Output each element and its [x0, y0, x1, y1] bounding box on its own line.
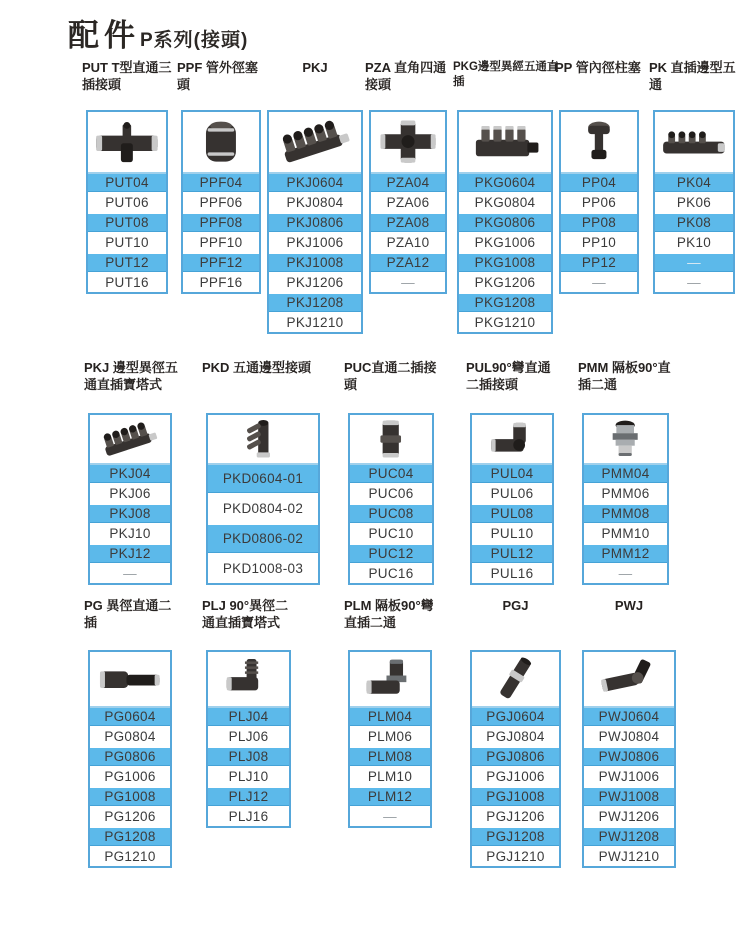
model-cell: PWJ1006	[584, 768, 674, 788]
product-row-1	[0, 60, 750, 334]
product-card-ppf	[177, 60, 261, 294]
product-table	[88, 413, 172, 585]
model-cell-empty: —	[655, 254, 733, 274]
model-cell: PUC04	[350, 465, 432, 485]
product-card-pk	[649, 60, 736, 294]
model-cell: PMM04	[584, 465, 667, 485]
model-cell: PPF12	[183, 254, 259, 274]
elbow-union-icon	[472, 415, 552, 465]
product-card-pkj	[84, 360, 178, 585]
model-cell-empty: —	[655, 274, 733, 292]
product-table	[582, 413, 669, 585]
model-cell: PWJ1208	[584, 828, 674, 848]
product-header: PK 直插邊型五通	[649, 60, 736, 92]
model-cell: PKG0804	[459, 194, 551, 214]
product-header: PWJ	[614, 598, 644, 613]
product-header: PUC直通二插接頭	[344, 360, 437, 392]
model-cell: PP06	[561, 194, 637, 214]
product-header: PP 管內徑柱塞	[555, 60, 641, 75]
model-cell: PZA12	[371, 254, 445, 274]
model-cell: PK08	[655, 214, 733, 234]
product-card-pkj	[267, 60, 363, 334]
model-cell: PZA04	[371, 174, 445, 194]
product-header: PG 異徑直通二插	[84, 598, 172, 630]
bulkhead-union-icon	[584, 415, 667, 465]
product-table	[348, 650, 432, 828]
product-table	[181, 110, 261, 294]
product-header: PZA 直角四通接頭	[365, 60, 447, 92]
model-cell: PUT16	[88, 274, 166, 292]
model-cell: PPF08	[183, 214, 259, 234]
model-cell: PUT06	[88, 194, 166, 214]
product-table	[470, 650, 561, 868]
product-card-pul	[466, 360, 554, 585]
product-table	[653, 110, 735, 294]
product-card-pgj	[470, 598, 561, 868]
model-cell: PGJ0804	[472, 728, 559, 748]
model-cell: PKJ0604	[269, 174, 361, 194]
model-cell: PUC12	[350, 545, 432, 565]
product-card-plm	[344, 598, 434, 828]
model-cell: PLJ10	[208, 768, 289, 788]
product-header: PUT T型直通三插接頭	[82, 60, 172, 92]
model-cell: PK10	[655, 234, 733, 254]
model-cell: PG0804	[90, 728, 170, 748]
model-cell: PUT08	[88, 214, 166, 234]
plug-in-wye-icon	[584, 652, 674, 708]
model-cell: PMM06	[584, 485, 667, 505]
model-cell: PUC10	[350, 525, 432, 545]
model-cell: PLM12	[350, 788, 430, 808]
product-header: PUL90°彎直通二插接頭	[466, 360, 551, 392]
product-table	[470, 413, 554, 585]
product-header: PPF 管外徑塞頭	[177, 60, 258, 92]
model-cell: PP08	[561, 214, 637, 234]
model-cell: PKJ1208	[269, 294, 361, 314]
model-cell: PWJ0604	[584, 708, 674, 728]
model-cell: PUT10	[88, 234, 166, 254]
inner-plug-icon	[561, 112, 637, 174]
product-table	[86, 110, 168, 294]
product-card-puc	[344, 360, 437, 585]
product-table	[457, 110, 553, 334]
product-card-plj	[202, 598, 291, 828]
product-header: PKG邊型異經五通直插	[453, 61, 559, 88]
model-cell: PPF10	[183, 234, 259, 254]
reducer-union-icon	[90, 652, 170, 708]
model-cell-empty: —	[561, 274, 637, 292]
product-header: PKD 五通邊型接頭	[202, 360, 312, 375]
product-table	[582, 650, 676, 868]
product-header: PGJ	[502, 598, 529, 613]
model-cell: PWJ0804	[584, 728, 674, 748]
model-cell: PKG1206	[459, 274, 551, 294]
model-cell: PPF06	[183, 194, 259, 214]
manifold-5way-icon	[269, 112, 361, 174]
model-cell: PGJ1210	[472, 848, 559, 866]
model-cell: PUC06	[350, 485, 432, 505]
model-cell: PUL12	[472, 545, 552, 565]
model-cell: PZA06	[371, 194, 445, 214]
model-cell: PKG0604	[459, 174, 551, 194]
product-table	[267, 110, 363, 334]
model-cell: PUL06	[472, 485, 552, 505]
model-cell: PWJ1210	[584, 848, 674, 866]
model-cell: PGJ1006	[472, 768, 559, 788]
model-cell: PGJ0604	[472, 708, 559, 728]
model-cell: PKG1210	[459, 314, 551, 332]
model-cell: PMM08	[584, 505, 667, 525]
model-cell: PLJ04	[208, 708, 289, 728]
model-cell: PUC16	[350, 565, 432, 583]
product-table	[88, 650, 172, 868]
model-cell: PLM04	[350, 708, 430, 728]
product-table	[206, 413, 320, 585]
page-title-sub: P系列(接頭)	[140, 30, 249, 51]
model-cell: PMM12	[584, 545, 667, 565]
model-cell: PK06	[655, 194, 733, 214]
model-cell: PG1208	[90, 828, 170, 848]
page-title	[68, 10, 248, 55]
product-header: PLM 隔板90°彎直插二通	[344, 598, 434, 630]
model-cell: PKJ1206	[269, 274, 361, 294]
product-table	[369, 110, 447, 294]
product-header: PMM 隔板90°直插二通	[578, 360, 671, 392]
model-cell: PWJ1008	[584, 788, 674, 808]
product-card-pwj	[582, 598, 676, 868]
model-cell: PKG0806	[459, 214, 551, 234]
model-cell: PZA08	[371, 214, 445, 234]
model-cell: PUC08	[350, 505, 432, 525]
product-card-pg	[84, 598, 172, 868]
model-cell: PUT12	[88, 254, 166, 274]
model-cell: PUL04	[472, 465, 552, 485]
page-title-main: 配件	[68, 18, 140, 53]
model-cell: PMM10	[584, 525, 667, 545]
barb-elbow-icon	[208, 652, 289, 708]
product-table	[206, 650, 291, 828]
bulkhead-elbow-icon	[350, 652, 430, 708]
manifold-tower-icon	[208, 415, 318, 465]
model-cell: PKJ1210	[269, 314, 361, 332]
product-row-2	[0, 360, 750, 585]
product-table	[559, 110, 639, 294]
product-header: PKJ 邊型異徑五通直插寶塔式	[84, 360, 178, 392]
model-cell: PKJ0806	[269, 214, 361, 234]
model-cell: PUL08	[472, 505, 552, 525]
model-cell: PLJ08	[208, 748, 289, 768]
product-card-pkd	[202, 360, 320, 585]
model-cell: PKJ1006	[269, 234, 361, 254]
cross-4way-icon	[371, 112, 445, 174]
model-cell: PG0806	[90, 748, 170, 768]
model-cell: PKJ06	[90, 485, 170, 505]
model-cell: PP10	[561, 234, 637, 254]
model-cell: PPF16	[183, 274, 259, 292]
model-cell: PLJ06	[208, 728, 289, 748]
straight-union-icon	[350, 415, 432, 465]
model-cell-empty: —	[90, 565, 170, 583]
model-cell: PG1206	[90, 808, 170, 828]
model-cell: PLJ16	[208, 808, 289, 826]
model-cell-empty: —	[350, 808, 430, 826]
model-cell: PG1008	[90, 788, 170, 808]
product-header: PKJ	[302, 60, 328, 75]
model-cell: PKJ08	[90, 505, 170, 525]
model-cell: PWJ1206	[584, 808, 674, 828]
model-cell: PGJ1208	[472, 828, 559, 848]
model-cell: PLM10	[350, 768, 430, 788]
model-cell: PKG1208	[459, 294, 551, 314]
model-cell-empty: —	[371, 274, 445, 292]
model-cell: PKG1008	[459, 254, 551, 274]
model-cell-empty: —	[584, 565, 667, 583]
model-cell: PKD0804-02	[208, 495, 318, 525]
model-cell: PP12	[561, 254, 637, 274]
model-cell: PGJ1008	[472, 788, 559, 808]
stem-adapter-icon	[472, 652, 559, 708]
inline-5way-icon	[655, 112, 733, 174]
model-cell: PKJ0804	[269, 194, 361, 214]
product-header: PLJ 90°異徑二通直插寶塔式	[202, 598, 289, 630]
model-cell: PZA10	[371, 234, 445, 254]
model-cell: PKG1006	[459, 234, 551, 254]
model-cell: PGJ1206	[472, 808, 559, 828]
model-cell: PLM08	[350, 748, 430, 768]
product-table	[348, 413, 434, 585]
manifold-5way-icon	[90, 415, 170, 465]
product-card-pp	[555, 60, 641, 294]
product-row-3	[0, 598, 750, 868]
product-card-pmm	[578, 360, 671, 585]
barrel-plug-icon	[183, 112, 259, 174]
model-cell: PLJ12	[208, 788, 289, 808]
model-cell: PUL10	[472, 525, 552, 545]
product-card-put	[82, 60, 172, 294]
model-cell: PKD1008-03	[208, 555, 318, 583]
manifold-block-icon	[459, 112, 551, 174]
model-cell: PKJ1008	[269, 254, 361, 274]
product-card-pkg	[453, 60, 559, 334]
model-cell: PG1006	[90, 768, 170, 788]
model-cell: PKJ04	[90, 465, 170, 485]
model-cell: PLM06	[350, 728, 430, 748]
model-cell: PKD0604-01	[208, 465, 318, 495]
model-cell: PKJ12	[90, 545, 170, 565]
tee-fitting-icon	[88, 112, 166, 174]
model-cell: PK04	[655, 174, 733, 194]
model-cell: PP04	[561, 174, 637, 194]
model-cell: PPF04	[183, 174, 259, 194]
model-cell: PKD0806-02	[208, 525, 318, 555]
model-cell: PUT04	[88, 174, 166, 194]
model-cell: PWJ0806	[584, 748, 674, 768]
model-cell: PG1210	[90, 848, 170, 866]
product-card-pza	[365, 60, 447, 294]
model-cell: PUL16	[472, 565, 552, 583]
model-cell: PG0604	[90, 708, 170, 728]
model-cell: PGJ0806	[472, 748, 559, 768]
model-cell: PKJ10	[90, 525, 170, 545]
